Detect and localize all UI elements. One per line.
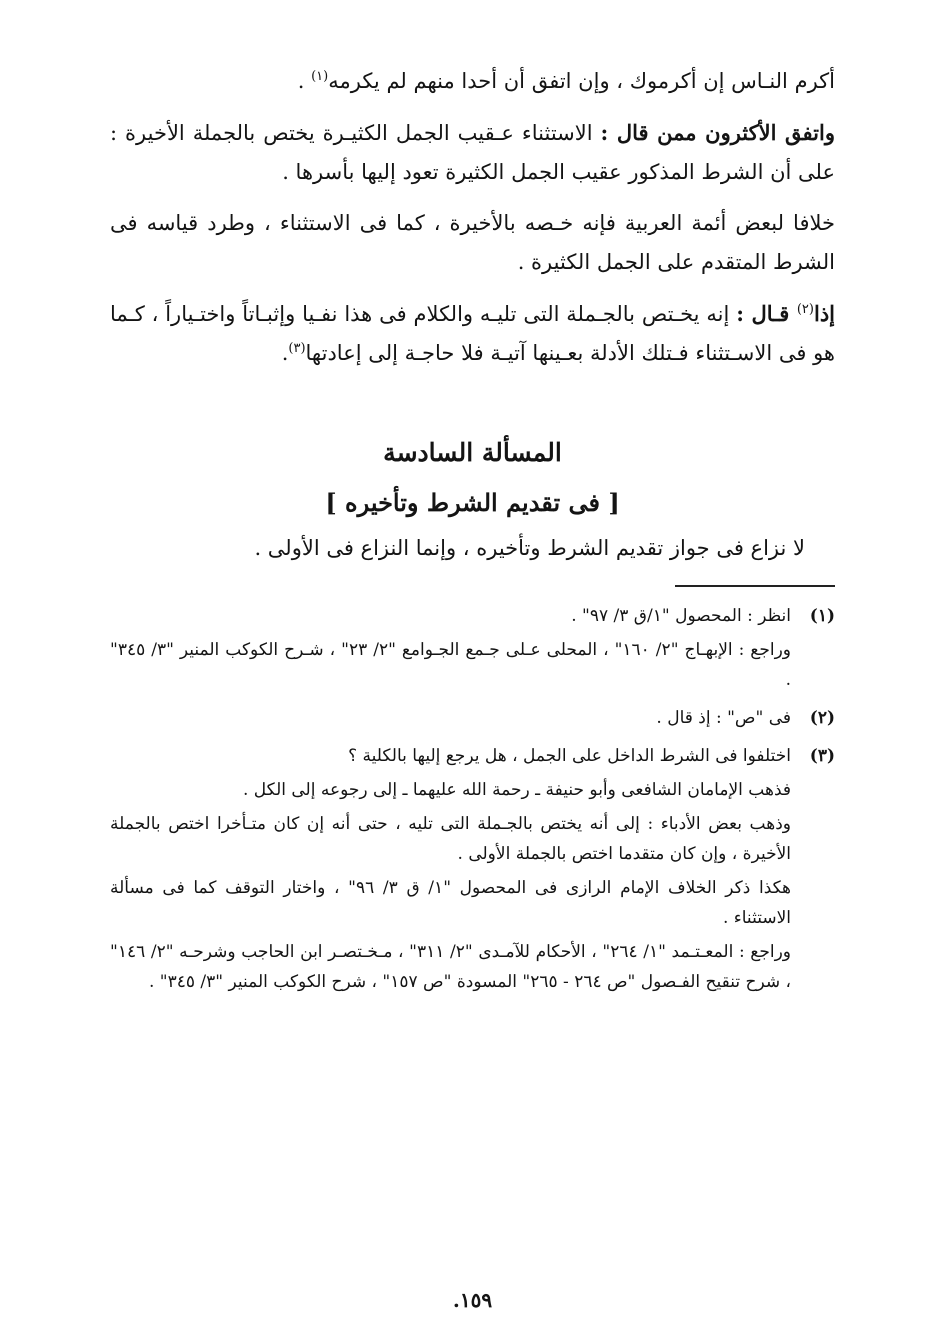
paragraph-4-end: . xyxy=(281,341,289,365)
footnote-body xyxy=(110,741,791,1001)
footnote-line: هكذا ذكر الخلاف الإمام الرازى فى المحصول "١/ ق ٣/ ٩٦" ، واختار التوقف كما فى مسألة الاستثناء . xyxy=(110,878,791,928)
footnote-line: اختلفوا فى الشرط الداخل على الجمل ، هل يرجع إليها بالكلية ؟ xyxy=(348,746,791,766)
paragraph-1-text: أكرم النـاس إن أكرموك ، وإن اتفق أن أحدا منهم لم يكرمه xyxy=(328,69,835,93)
footnote-ref-3: (٣) xyxy=(288,341,306,356)
footnote-body xyxy=(110,703,791,737)
footnote-2 xyxy=(110,703,835,737)
footnote-line: فى "ص" : إذ قال . xyxy=(656,708,791,728)
footnote-number: (٢) xyxy=(809,708,835,728)
paragraph-4-text: إنه يخـتص بالجـملة التى تليـه والكلام فى هذا نفـيا وإثبـاتاً واختـياراً ، كـما هو فى الاسـتثناء فـتلك الأدلة بعـينها آتيـة فلا حاجـة إلى إعادتها xyxy=(110,302,835,365)
paragraph-1-end: . xyxy=(297,69,312,93)
section-text: لا نزاع فى جواز تقديم الشرط وتأخيره ، وإنما النزاع فى الأولى . xyxy=(254,536,805,560)
footnote-body xyxy=(110,601,791,699)
footnote-1 xyxy=(110,601,835,699)
footnote-ref-2: (٢) xyxy=(796,302,814,317)
footnote-number: (٣) xyxy=(809,746,835,766)
section-title: المسألة السادسة xyxy=(383,438,562,467)
footnote-3 xyxy=(110,741,835,1001)
footnote-number: (١) xyxy=(809,606,835,626)
footnotes xyxy=(110,601,835,1001)
paragraph-4 xyxy=(110,294,835,373)
footnote-line: وراجع : الإبهـاج "٢/ ١٦٠" ، المحلى عـلى جـمع الجـوامع "٢/ ٢٣" ، شـرح الكوكب المنير "٣/ ٣٤٥" . xyxy=(110,640,792,690)
paragraph-4-lead-2: قـال : xyxy=(736,301,797,326)
footnote-line: فذهب الإمامان الشافعى وأبو حنيفة ـ رحمة الله عليهما ـ إلى رجوعه إلى الكل . xyxy=(243,780,791,800)
paragraph-4-lead: إذا xyxy=(813,301,836,326)
paragraph-1 xyxy=(110,62,835,101)
paragraph-2-text: الاستثناء عـقيب الجمل الكثيـرة يختص بالجملة الأخيرة : على أن الشرط المذكور عقيب الجمل الكثيرة تعود إليها بأسرها . xyxy=(110,121,835,184)
paragraph-2-lead: واتفق الأكثرون ممن قال : xyxy=(600,120,835,145)
footnote-line: وذهب بعض الأدباء : إلى أنه يختص بالجـملة التى تليه ، حتى أنه إن كان متـأخرا اختص بالجملة الأخيرة ، وإن كان متقدما اختص بالجملة الأولى . xyxy=(110,814,791,864)
footnote-line: وراجع : المعـتـمد "١/ ٢٦٤" ، الأحكام للآمـدى "٢/ ٣١١" ، مـخـتصـر ابن الحاجب وشرحـه "٢/ ١٤٦" ، شرح تنقيح الفـصول "ص ٢٦٤ - ٢٦٥" المسودة "ص ١٥٧" ، شرح الكوكب المنير "٣/ ٣٤٥" . xyxy=(110,942,791,992)
footnote-line: انظر : المحصول "١/ق ٣/ ٩٧" . xyxy=(571,606,791,626)
page-content xyxy=(110,62,835,1005)
footnote-ref-1: (١) xyxy=(311,69,329,84)
paragraph-3-text: خلافا لبعض أئمة العربية فإنه خـصه بالأخيرة ، كما فى الاستثناء ، وطرد قياسه فى الشرط المتقدم على الجمل الكثيرة . xyxy=(110,211,835,274)
paragraph-3 xyxy=(110,204,835,282)
page-number: ١٥٩. xyxy=(452,1288,493,1312)
section-subtitle: [ فى تقديم الشرط وتأخيره ] xyxy=(325,488,620,517)
paragraph-2 xyxy=(110,113,835,192)
footnote-divider xyxy=(675,585,835,587)
